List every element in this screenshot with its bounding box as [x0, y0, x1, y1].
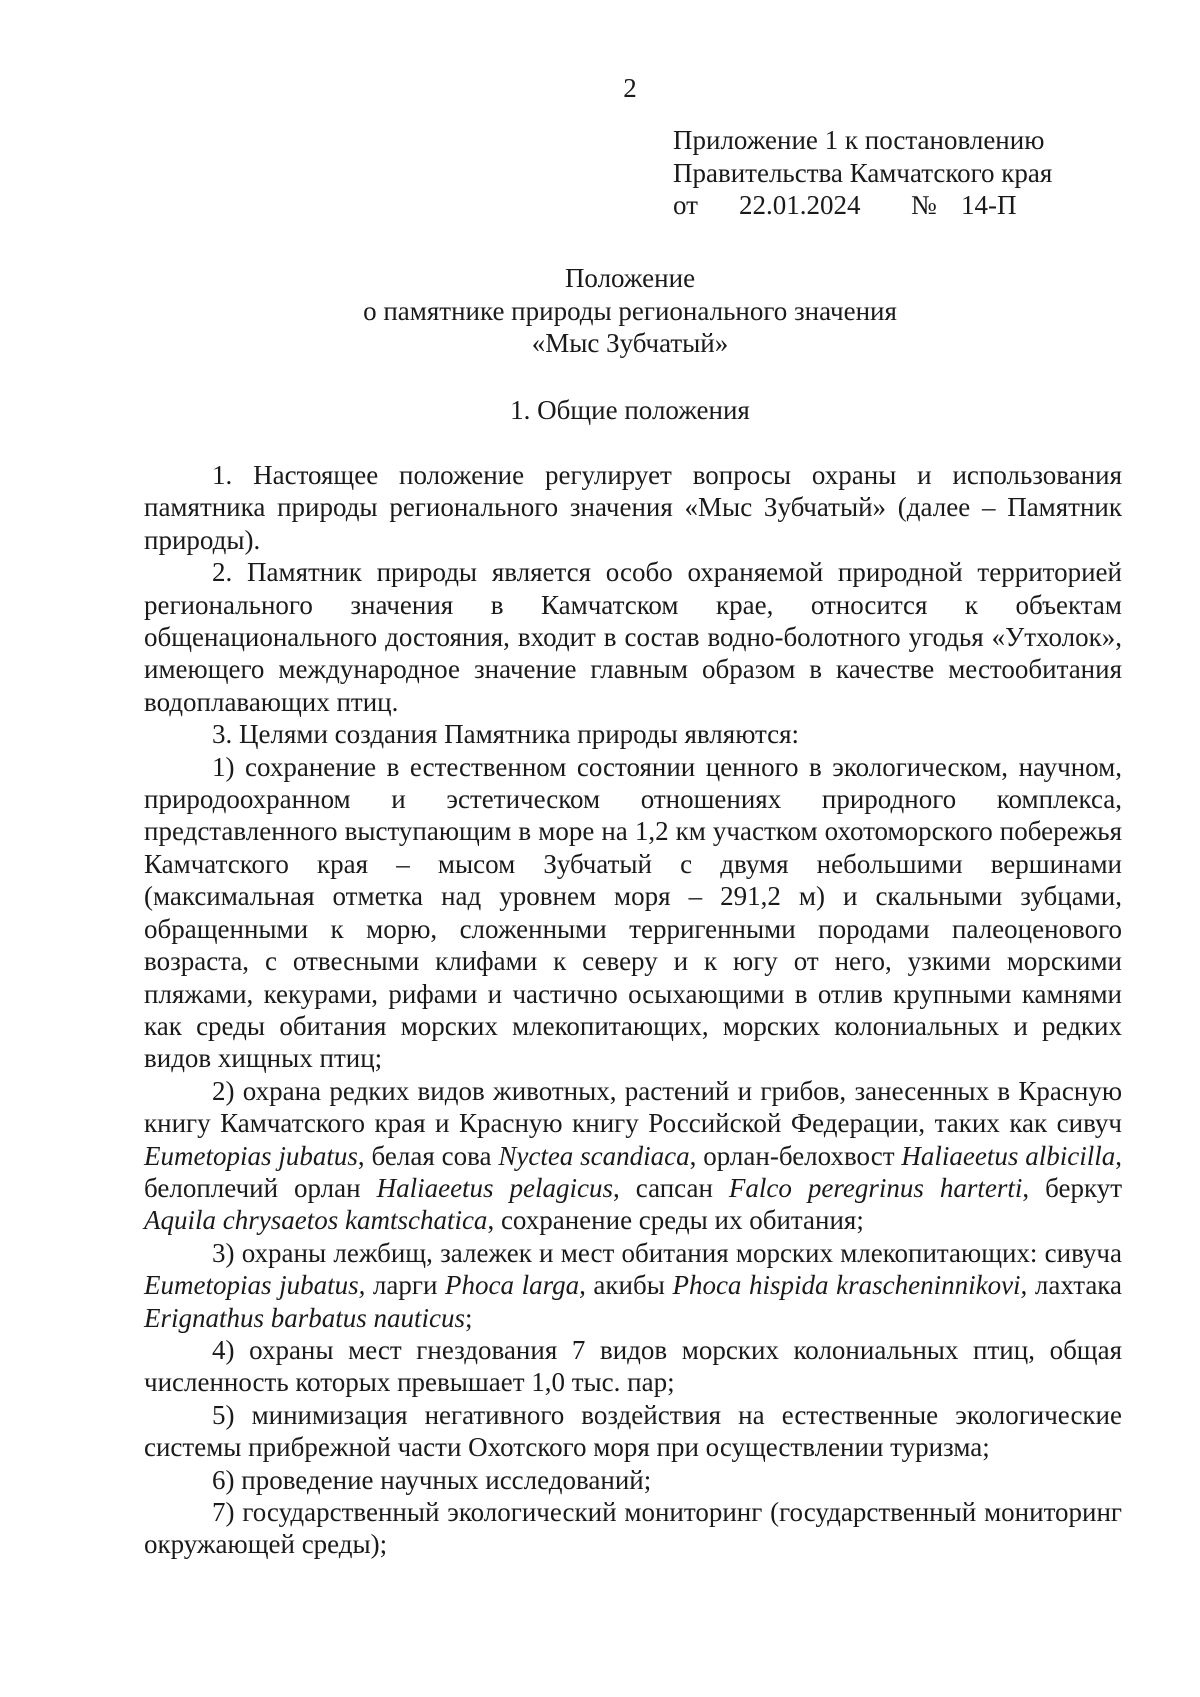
appendix-date-row: [673, 189, 1052, 222]
paragraph-3: 3. Целями создания Памятника природы являются:: [212, 719, 800, 750]
list-item-3: [144, 1237, 1122, 1334]
species-name: Phoca larga,: [445, 1270, 586, 1301]
list-item-4: 4) охраны мест гнездования 7 видов морских колониальных птиц, общая численность которых превышает 1,0 тыс. пар;: [144, 1334, 1122, 1398]
list-item-5: 5) минимизация негативного воздействия на естественные экологические системы прибрежной части Охотского моря при осуществлении туризма;: [144, 1399, 1122, 1463]
appendix-line-2: Правительства Камчатского края: [673, 157, 1053, 188]
species-name: Falco peregrinus harterti: [728, 1172, 1023, 1203]
species-name: Phoca hispida krascheninnikovi,: [672, 1270, 1028, 1301]
item-2-text-7: , сохранение среды их обитания;: [487, 1205, 864, 1236]
item-2-text-1: 2) охрана редких видов животных, растений и грибов, занесенных в Красную книгу Камчатского края и Красную книгу Российской Федерации, таких как сивуч: [144, 1075, 1122, 1139]
species-name: Haliaeetus pelagicus: [376, 1172, 614, 1203]
species-name: Haliaeetus albicilla: [901, 1140, 1116, 1171]
item-2-text-5: , сапсан: [613, 1172, 729, 1203]
title-line-3: «Мыс Зубчатый»: [531, 328, 729, 358]
species-name: Nyctea scandiaca: [498, 1140, 690, 1171]
species-name: Erignathus barbatus nauticus: [144, 1302, 466, 1333]
item-3-text-4: лахтака: [1027, 1270, 1122, 1301]
species-name: Aquila chrysaetos kamtschatica: [144, 1205, 488, 1236]
title-line-2: о памятнике природы регионального значения: [363, 295, 897, 326]
list-item-2: [144, 1075, 1122, 1237]
appendix-date: 22.01.2024: [739, 190, 861, 220]
page-number: 2: [623, 73, 637, 103]
item-2-text-6: , беркут: [1022, 1172, 1122, 1203]
item-2-text-2: , белая сова: [357, 1140, 499, 1171]
list-item-7: 7) государственный экологический мониторинг (государственный мониторинг окружающей среды);: [144, 1497, 1122, 1560]
item-2-text-4: , белоплечий орлан: [144, 1140, 1122, 1203]
document-title: [140, 262, 1120, 360]
appendix-from-label: от: [673, 190, 698, 220]
appendix-line-1: Приложение 1 к постановлению: [673, 125, 1045, 155]
item-3-text-1: 3) охраны лежбищ, залежек и мест обитания морских млекопитающих: сивуча: [212, 1237, 1122, 1268]
species-name: Eumetopias jubatus,: [144, 1270, 366, 1301]
appendix-number: 14-П: [961, 190, 1017, 220]
item-3-text-3: акибы: [585, 1270, 673, 1301]
title-line-1: Положение: [564, 263, 696, 293]
list-item-1: 1) сохранение в естественном состоянии ценного в экологическом, научном, природоохранном и эстетическом отношениях природного комплекса, представленного выступающим в море на 1,2 км участком охотоморского побережья Камчатского края – мысом Зубчатый с двумя небольшими вершинами (максимальная отметка над уровнем моря – 291,2 м) и скальными зубцами, обращенными к морю, сложенными терригенными породами палеоценового возраста, с отвесными клифами к северу и к югу от него, узкими морскими пляжами, кекурами, рифами и частично осыхающими в отлив крупными камнями как среды обитания морских млекопитающих, морских колониальных и редких видов хищных птиц;: [144, 751, 1122, 1074]
appendix-number-label: №: [911, 190, 937, 220]
item-2-text-3: , орлан-белохвост: [689, 1140, 902, 1171]
section-heading: 1. Общие положения: [510, 395, 750, 425]
item-3-text-5: ;: [465, 1302, 473, 1333]
species-name: Eumetopias jubatus: [144, 1140, 358, 1171]
document-body: [144, 459, 1122, 1561]
paragraph-2: 2. Памятник природы является особо охраняемой природной территорией регионального значения в Камчатском крае, относится к объектам общенационального достояния, входит в состав водно-болотного угодья «Утхолок», имеющего международное значение главным образом в качестве местообитания водоплавающих птиц.: [144, 557, 1122, 717]
item-3-text-2: ларги: [365, 1270, 446, 1301]
list-item-6: 6) проведение научных исследований;: [212, 1464, 652, 1495]
paragraph-1: 1. Настоящее положение регулирует вопросы охраны и использования памятника природы регионального значения «Мыс Зубчатый» (далее – Памятник природы).: [144, 460, 1122, 555]
appendix-header: [673, 124, 1052, 222]
